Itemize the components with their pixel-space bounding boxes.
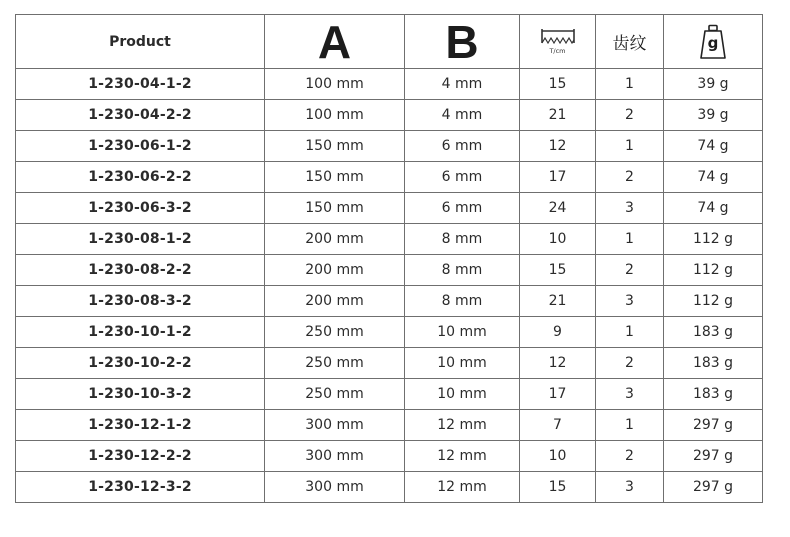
- width-b-value: 12 mm: [405, 441, 520, 472]
- teeth-per-cm-value: 12: [520, 131, 596, 162]
- weight-value: 183 g: [664, 348, 763, 379]
- pattern-value: 3: [596, 472, 664, 503]
- weight-value: 297 g: [664, 472, 763, 503]
- pattern-value: 1: [596, 317, 664, 348]
- teeth-per-cm-value: 10: [520, 224, 596, 255]
- length-a-value: 150 mm: [265, 131, 405, 162]
- product-code: 1-230-10-3-2: [16, 379, 265, 410]
- product-code: 1-230-12-1-2: [16, 410, 265, 441]
- table-row: [16, 162, 763, 193]
- header-pattern: 齿纹: [596, 15, 664, 69]
- table-row: [16, 441, 763, 472]
- pattern-value: 2: [596, 162, 664, 193]
- teeth-per-cm-value: 15: [520, 255, 596, 286]
- product-code: 1-230-04-2-2: [16, 100, 265, 131]
- pattern-value: 2: [596, 441, 664, 472]
- weight-unit-letter: g: [707, 33, 719, 52]
- width-b-value: 12 mm: [405, 410, 520, 441]
- weight-value: 112 g: [664, 224, 763, 255]
- table-row: [16, 255, 763, 286]
- product-code: 1-230-12-2-2: [16, 441, 265, 472]
- table-row: [16, 193, 763, 224]
- width-b-value: 6 mm: [405, 162, 520, 193]
- pattern-value: 2: [596, 348, 664, 379]
- table-row: [16, 69, 763, 100]
- teeth-per-cm-value: 9: [520, 317, 596, 348]
- width-b-value: 8 mm: [405, 224, 520, 255]
- pattern-value: 3: [596, 286, 664, 317]
- weight-value: 297 g: [664, 441, 763, 472]
- product-code: 1-230-08-2-2: [16, 255, 265, 286]
- spec-table: [15, 14, 763, 503]
- length-a-value: 300 mm: [265, 472, 405, 503]
- pattern-value: 3: [596, 379, 664, 410]
- product-code: 1-230-06-2-2: [16, 162, 265, 193]
- teeth-per-cm-value: 24: [520, 193, 596, 224]
- table-row: [16, 317, 763, 348]
- teeth-per-cm-value: 15: [520, 472, 596, 503]
- product-code: 1-230-06-3-2: [16, 193, 265, 224]
- product-code: 1-230-04-1-2: [16, 69, 265, 100]
- pattern-value: 1: [596, 69, 664, 100]
- header-weight: [664, 15, 763, 69]
- weight-value: 74 g: [664, 131, 763, 162]
- table-row: [16, 131, 763, 162]
- pattern-value: 3: [596, 193, 664, 224]
- weight-value: 183 g: [664, 379, 763, 410]
- width-b-value: 10 mm: [405, 379, 520, 410]
- width-b-value: 10 mm: [405, 348, 520, 379]
- product-code: 1-230-06-1-2: [16, 131, 265, 162]
- weight-value: 297 g: [664, 410, 763, 441]
- pattern-value: 2: [596, 100, 664, 131]
- teeth-per-cm-value: 21: [520, 100, 596, 131]
- length-a-value: 250 mm: [265, 379, 405, 410]
- length-a-value: 250 mm: [265, 317, 405, 348]
- table-row: [16, 379, 763, 410]
- teeth-per-cm-value: 10: [520, 441, 596, 472]
- teeth-unit-label: T/cm: [549, 46, 566, 55]
- table-row: [16, 286, 763, 317]
- file-teeth-icon: [538, 25, 578, 59]
- pattern-value: 1: [596, 410, 664, 441]
- header-product: Product: [16, 15, 265, 69]
- pattern-value: 2: [596, 255, 664, 286]
- header-teeth-per-cm: [520, 15, 596, 69]
- product-code: 1-230-10-1-2: [16, 317, 265, 348]
- weight-value: 112 g: [664, 286, 763, 317]
- length-a-value: 200 mm: [265, 286, 405, 317]
- width-b-value: 4 mm: [405, 69, 520, 100]
- table-row: [16, 472, 763, 503]
- length-a-value: 250 mm: [265, 348, 405, 379]
- width-b-value: 12 mm: [405, 472, 520, 503]
- header-row: [16, 15, 763, 69]
- length-a-value: 300 mm: [265, 441, 405, 472]
- pattern-value: 1: [596, 224, 664, 255]
- teeth-per-cm-value: 17: [520, 379, 596, 410]
- product-code: 1-230-08-1-2: [16, 224, 265, 255]
- width-b-value: 6 mm: [405, 193, 520, 224]
- table-row: [16, 410, 763, 441]
- width-b-value: 10 mm: [405, 317, 520, 348]
- teeth-per-cm-value: 21: [520, 286, 596, 317]
- table-row: [16, 100, 763, 131]
- length-a-value: 200 mm: [265, 255, 405, 286]
- weight-value: 112 g: [664, 255, 763, 286]
- length-a-value: 150 mm: [265, 193, 405, 224]
- pattern-value: 1: [596, 131, 664, 162]
- width-b-value: 8 mm: [405, 255, 520, 286]
- teeth-per-cm-value: 17: [520, 162, 596, 193]
- width-b-value: 4 mm: [405, 100, 520, 131]
- product-code: 1-230-10-2-2: [16, 348, 265, 379]
- teeth-per-cm-value: 12: [520, 348, 596, 379]
- product-code: 1-230-12-3-2: [16, 472, 265, 503]
- length-a-value: 100 mm: [265, 69, 405, 100]
- length-a-value: 300 mm: [265, 410, 405, 441]
- weight-icon: [698, 24, 728, 60]
- weight-value: 74 g: [664, 193, 763, 224]
- weight-value: 183 g: [664, 317, 763, 348]
- length-a-value: 100 mm: [265, 100, 405, 131]
- length-a-value: 200 mm: [265, 224, 405, 255]
- length-a-value: 150 mm: [265, 162, 405, 193]
- table-row: [16, 224, 763, 255]
- weight-value: 39 g: [664, 100, 763, 131]
- weight-value: 39 g: [664, 69, 763, 100]
- table-row: [16, 348, 763, 379]
- table-body: [16, 69, 763, 503]
- teeth-per-cm-value: 7: [520, 410, 596, 441]
- width-b-value: 8 mm: [405, 286, 520, 317]
- header-length-a: A: [265, 15, 405, 69]
- teeth-per-cm-value: 15: [520, 69, 596, 100]
- header-width-b: B: [405, 15, 520, 69]
- weight-value: 74 g: [664, 162, 763, 193]
- width-b-value: 6 mm: [405, 131, 520, 162]
- product-code: 1-230-08-3-2: [16, 286, 265, 317]
